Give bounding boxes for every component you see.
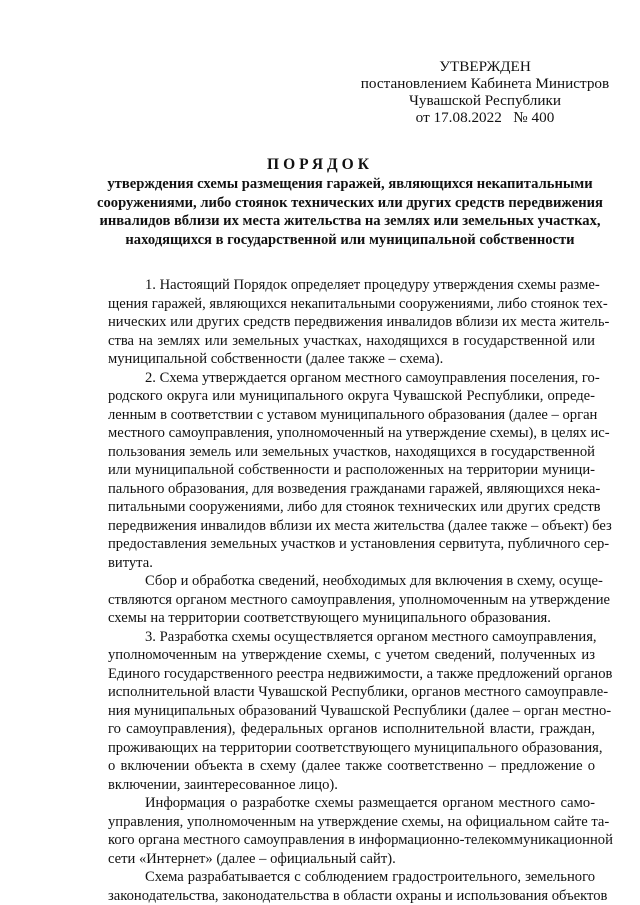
paragraph-line: предоставления земельных участков и установления сервитута, публичного сер- [108, 536, 610, 552]
paragraph-line: 2. Схема утверждается органом местного самоуправления поселения, го- [145, 369, 600, 386]
paragraph-line: управления, уполномоченным на утверждение схемы, на официальном сайте та- [108, 813, 610, 830]
paragraph [108, 868, 608, 905]
approval-stamp [360, 58, 610, 126]
paragraph-line: Схема разрабатывается с соблюдением градостроительного, земельного [145, 869, 595, 885]
paragraph-line: Сбор и обработка сведений, необходимых для включения в схему, осуще- [145, 573, 603, 589]
paragraph-line: ния муниципальных образований Чувашской Республики (далее – орган местно- [108, 702, 612, 719]
paragraph [108, 572, 610, 628]
paragraph-line: Информация о разработке схемы размещается органом местного само- [145, 795, 595, 811]
paragraph-line: витута. [108, 554, 153, 571]
paragraph-line: ства на землях или земельных участках, находящихся в государственной или [108, 332, 595, 349]
paragraph [108, 628, 613, 795]
paragraph-line: местного самоуправления, уполномоченный на утверждение схемы), в целях ис- [108, 425, 610, 441]
paragraph-line: муниципальной собственности (далее также – схема). [108, 351, 444, 367]
paragraph-line: питальными сооружениями, либо для стоянок технических или других средств [108, 499, 601, 515]
paragraph-line: сети «Интернет» (далее – официальный сайт). [108, 850, 396, 867]
document-subtitle [95, 175, 605, 249]
paragraph-line: го самоуправления), федеральных органов исполнительной власти, граждан, [108, 721, 595, 737]
approval-heading: УТВЕРЖДЕН [439, 58, 531, 75]
document-title: ПОРЯДОК [267, 156, 373, 173]
paragraph-line: схемы на территории соответствующего муниципального образования. [108, 610, 551, 626]
approval-authority: постановлением Кабинета Министров [360, 75, 610, 92]
paragraph-line: Единого государственного реестра недвижимости, а также предложений органов [108, 665, 613, 682]
document-body [108, 276, 613, 905]
approval-date-number: от 17.08.2022 № 400 [415, 109, 555, 126]
approval-republic: Чувашской Республики [409, 92, 561, 109]
paragraph-line: щения гаражей, являющихся некапитальными сооружениями, либо стоянок тех- [108, 295, 608, 312]
paragraph-line: ленным в соответствии с уставом муниципального образования (далее – орган [108, 406, 598, 423]
paragraph [108, 369, 612, 573]
paragraph-line: нических или других средств передвижения инвалидов вблизи их места житель- [108, 314, 610, 330]
paragraph-line: кого органа местного самоуправления в информационно-телекоммуникационной [108, 832, 613, 848]
paragraph-line: исполнительной власти Чувашской Республики, органов местного самоуправле- [108, 684, 609, 700]
paragraph-line: пользования земель или земельных участков, находящихся в государственной [108, 443, 595, 460]
paragraph-line: законодательства, законодательства в области охраны и использования объектов [108, 887, 608, 904]
paragraph-line: о включении объекта в схему (далее также соответственно – предложение о [108, 758, 595, 774]
paragraph [108, 276, 610, 369]
paragraph-line: 1. Настоящий Порядок определяет процедуру утверждения схемы разме- [145, 277, 600, 293]
paragraph-line: включении, заинтересованное лицо). [108, 776, 338, 793]
subtitle-line: находящихся в государственной или муниципальной собственности [125, 231, 575, 248]
subtitle-line: утверждения схемы размещения гаражей, являющихся некапитальными [107, 176, 593, 192]
subtitle-line: сооружениями, либо стоянок технических или других средств передвижения [97, 194, 603, 211]
paragraph-line: 3. Разработка схемы осуществляется органом местного самоуправления, [145, 628, 597, 645]
subtitle-line: инвалидов вблизи их места жительства на землях или земельных участках, [99, 213, 601, 229]
paragraph-line: уполномоченным на утверждение схемы, с учетом сведений, полученных из [108, 647, 595, 663]
paragraph-line: или муниципальной собственности и расположенных на территории муници- [108, 462, 595, 478]
paragraph-line: передвижения инвалидов вблизи их места жительства (далее также – объект) без [108, 517, 612, 534]
paragraph-line: пального образования, для возведения гражданами гаражей, являющихся нека- [108, 480, 601, 497]
paragraph-line: ствляются органом местного самоуправления, уполномоченным на утверждение [108, 591, 610, 608]
paragraph [108, 794, 613, 868]
paragraph-line: проживающих на территории соответствующего муниципального образования, [108, 739, 603, 756]
paragraph-line: родского округа или муниципального округа Чувашской Республики, опреде- [108, 388, 595, 404]
